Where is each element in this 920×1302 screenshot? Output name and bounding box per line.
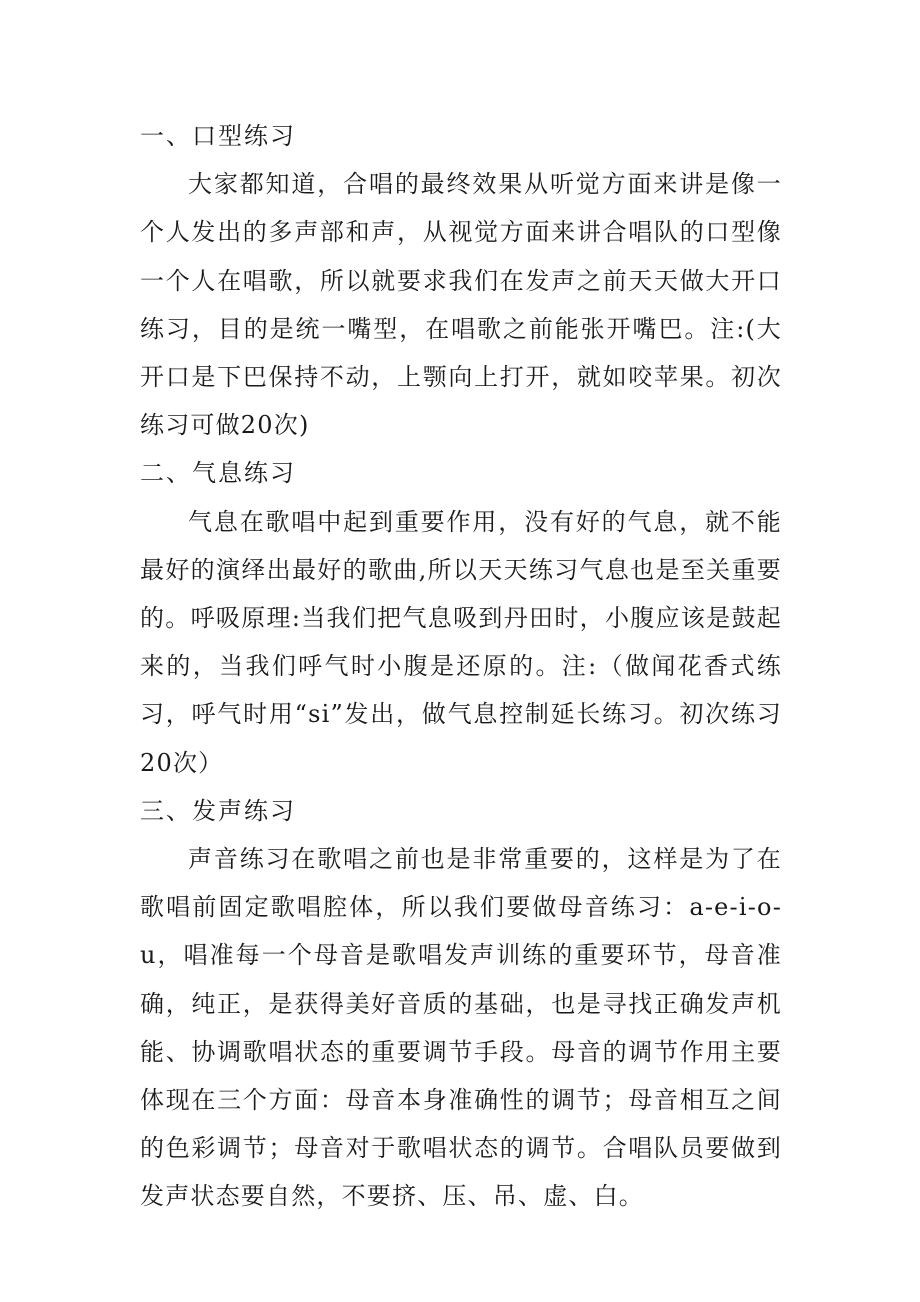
- document-body: [140, 112, 782, 1221]
- section-mouth-shape: [140, 112, 782, 449]
- section-heading: 二、气息练习: [140, 459, 296, 488]
- section-paragraph: 大家都知道，合唱的最终效果从听觉方面来讲是像一个人发出的多声部和声，从视觉方面来讲合唱队的口型像一个人在唱歌，所以就要求我们在发声之前天天做大开口练习，目的是统一嘴型，在唱歌之前能张开嘴巴。注:(大开口是下巴保持不动，上颚向上打开，就如咬苹果。初次练习可做20次): [140, 170, 782, 440]
- section-vocalization: [140, 787, 782, 1221]
- section-paragraph: 气息在歌唱中起到重要作用，没有好的气息，就不能最好的演绎出最好的歌曲,所以天天练习气息也是至关重要的。呼吸原理:当我们把气息吸到丹田时，小腹应该是鼓起来的，当我们呼气时小腹是还原的。注:（做闻花香式练习，呼气时用“si”发出，做气息控制延长练习。初次练习20次）: [140, 507, 782, 777]
- section-heading: 一、口型练习: [140, 122, 296, 150]
- section-paragraph: 声音练习在歌唱之前也是非常重要的，这样是为了在歌唱前固定歌唱腔体，所以我们要做母音练习：a-e-i-o-u，唱准每一个母音是歌唱发声训练的重要环节，母音准确，纯正，是获得美好音质的基础，也是寻找正确发声机能、协调歌唱状态的重要调节手段。母音的调节作用主要体现在三个方面：母音本身准确性的调节；母音相互之间的色彩调节；母音对于歌唱状态的调节。合唱队员要做到发声状态要自然，不要挤、压、吊、虚、白。: [140, 845, 782, 1211]
- section-heading: 三、发声练习: [140, 796, 296, 825]
- section-breathing: [140, 449, 782, 786]
